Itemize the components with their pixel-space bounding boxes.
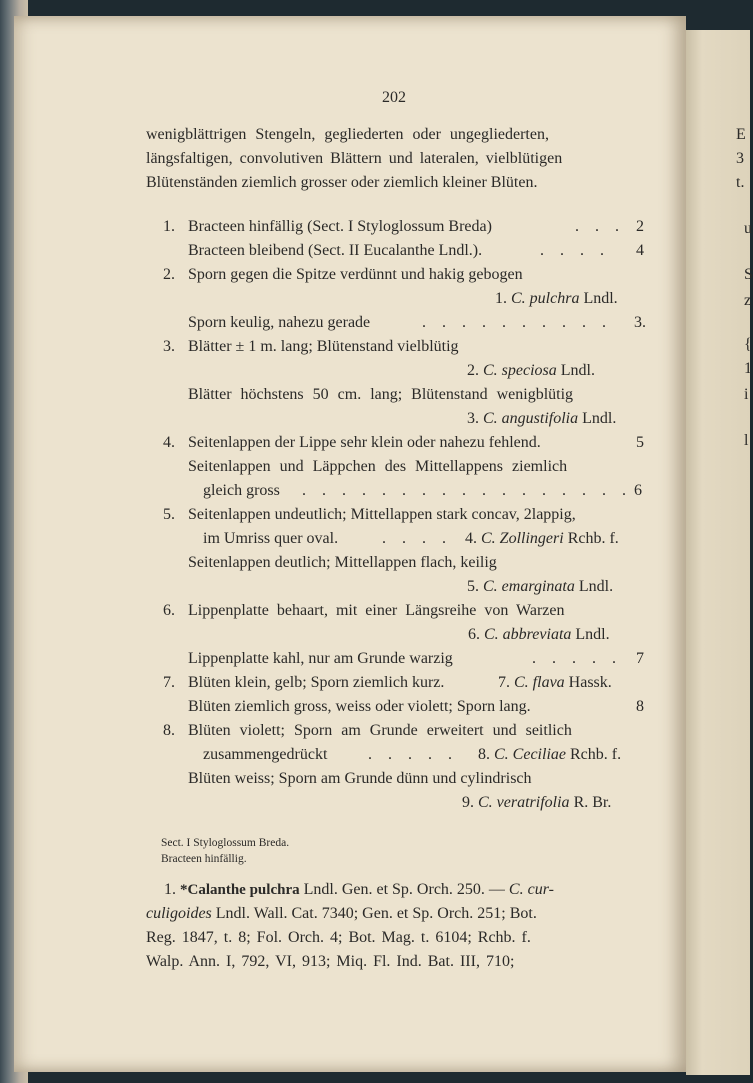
species-number: 1. bbox=[495, 290, 507, 307]
key-number: 6. bbox=[163, 602, 175, 619]
key-text: Sporn gegen die Spitze verdünnt und hakig gebogen bbox=[188, 266, 523, 283]
species-author: Lndl. bbox=[578, 578, 614, 595]
next-page-glyph: 3 bbox=[736, 150, 744, 167]
section-title: Sect. I Styloglossum Breda. bbox=[161, 837, 290, 849]
key-text: Blätter ± 1 m. lang; Blütenstand vielblütig bbox=[188, 338, 459, 355]
intro-line: wenigblättrigen Stengeln, gegliederten oder ungegliederten, bbox=[146, 126, 549, 143]
key-dots: . . . . bbox=[382, 530, 452, 547]
key-number: 1. bbox=[163, 218, 175, 235]
key-ref: 5 bbox=[636, 434, 644, 451]
species-author: Hassk. bbox=[568, 674, 612, 691]
species-name: C. flava bbox=[514, 674, 565, 691]
species-ref bbox=[478, 745, 621, 765]
key-text: Bracteen hinfällig (Sect. I Styloglossum Breda) bbox=[188, 218, 492, 235]
entry-number: 1. bbox=[164, 881, 176, 898]
species-author: Lndl. bbox=[575, 626, 610, 643]
entry-text: Lndl. Wall. Cat. 7340; Gen. et Sp. Orch. 251; Bot. bbox=[215, 905, 537, 922]
key-number: 2. bbox=[163, 266, 175, 283]
key-ref: 2 bbox=[636, 218, 644, 235]
species-ref bbox=[465, 529, 619, 549]
key-dots: . . . . . bbox=[532, 650, 622, 667]
entry-line: Reg. 1847, t. 8; Fol. Orch. 4; Bot. Mag. t. 6104; Rchb. f. bbox=[146, 929, 531, 946]
key-text: Seitenlappen und Läppchen des Mittellappens ziemlich bbox=[188, 458, 568, 475]
key-text: Lippenplatte kahl, nur am Grunde warzig bbox=[188, 650, 453, 667]
next-page-edge bbox=[686, 30, 753, 1075]
key-ref: 7 bbox=[636, 650, 644, 667]
species-name: C. emarginata bbox=[483, 578, 575, 595]
key-number: 5. bbox=[163, 506, 175, 523]
key-dots: . . . . . . . . . . . . . . . . . bbox=[302, 482, 632, 499]
key-dots: . . . . . . . . . . bbox=[422, 314, 612, 331]
species-ref bbox=[467, 409, 616, 429]
next-page-glyph: S bbox=[744, 266, 753, 283]
species-author: Rchb. f. bbox=[569, 746, 622, 763]
species-ref bbox=[498, 673, 612, 693]
species-author: Rchb. f. bbox=[567, 530, 619, 547]
key-ref: 8 bbox=[636, 698, 644, 715]
next-page-glyph: 1 bbox=[744, 360, 752, 377]
next-page-glyph: u bbox=[744, 220, 752, 237]
key-text: Blüten klein, gelb; Sporn ziemlich kurz. bbox=[188, 674, 445, 691]
key-text: Blüten ziemlich gross, weiss oder violett; Sporn lang. bbox=[188, 698, 531, 715]
species-name: C. abbreviata bbox=[484, 626, 572, 643]
entry-text: Lndl. Gen. et Sp. Orch. 250. — bbox=[303, 881, 505, 898]
entry-synonym: culigoides bbox=[146, 905, 212, 922]
entry-line: Walp. Ann. I, 792, VI, 913; Miq. Fl. Ind. Bat. III, 710; bbox=[146, 953, 515, 970]
species-ref bbox=[467, 577, 613, 597]
species-number: 4. bbox=[465, 530, 477, 547]
species-name: C. Zollingeri bbox=[481, 530, 564, 547]
section-subtitle: Bracteen hinfällig. bbox=[161, 853, 247, 865]
key-text: Bracteen bleibend (Sect. II Eucalanthe Lndl.). bbox=[188, 242, 483, 259]
next-page-glyph: l bbox=[744, 432, 749, 449]
species-number: 5. bbox=[467, 578, 479, 595]
species-name: C. speciosa bbox=[483, 362, 557, 379]
key-text: Blätter höchstens 50 cm. lang; Blütenstand wenigblütig bbox=[188, 386, 574, 403]
key-text: Seitenlappen deutlich; Mittellappen flach, keilig bbox=[188, 554, 497, 571]
species-name: C. angustifolia bbox=[483, 410, 579, 427]
species-author: R. Br. bbox=[573, 794, 612, 811]
species-number: 9. bbox=[462, 794, 474, 811]
entry-synonym: C. cur- bbox=[508, 881, 554, 898]
key-number: 3. bbox=[163, 338, 175, 355]
intro-line: Blütenständen ziemlich grosser oder ziemlich kleiner Blüten. bbox=[146, 174, 538, 191]
key-number: 8. bbox=[163, 722, 175, 739]
key-ref: 4 bbox=[636, 242, 644, 259]
next-page-glyph: E bbox=[736, 126, 746, 143]
next-page-glyph: i bbox=[744, 386, 749, 403]
species-author: Lndl. bbox=[583, 290, 618, 307]
species-ref bbox=[467, 361, 595, 381]
species-name: C. Ceciliae bbox=[494, 746, 566, 763]
intro-line: längsfaltigen, convolutiven Blättern und lateralen, vielblütigen bbox=[146, 150, 563, 167]
next-page-glyph: { bbox=[744, 336, 752, 353]
key-text: zusammengedrückt bbox=[203, 746, 328, 763]
key-text: Lippenplatte behaart, mit einer Längsreihe von Warzen bbox=[188, 602, 565, 619]
species-author: Lndl. bbox=[582, 410, 617, 427]
species-name: C. pulchra bbox=[511, 290, 580, 307]
species-author: Lndl. bbox=[560, 362, 595, 379]
species-name: C. veratrifolia bbox=[478, 794, 570, 811]
key-text: gleich gross bbox=[203, 482, 280, 499]
species-number: 3. bbox=[467, 410, 479, 427]
page-number: 202 bbox=[382, 89, 406, 106]
key-dots: . . . . bbox=[540, 242, 610, 259]
key-text: Blüten weiss; Sporn am Grunde dünn und cylindrisch bbox=[188, 770, 532, 787]
key-ref: 3. bbox=[634, 314, 646, 331]
species-ref bbox=[495, 289, 618, 309]
key-number: 4. bbox=[163, 434, 175, 451]
entry-line bbox=[146, 904, 537, 924]
key-text: Sporn keulig, nahezu gerade bbox=[188, 314, 371, 331]
key-dots: . . . . . bbox=[368, 746, 458, 763]
next-page-glyph: z bbox=[744, 292, 752, 309]
species-ref bbox=[462, 793, 611, 813]
key-text: im Umriss quer oval. bbox=[203, 530, 339, 547]
species-number: 2. bbox=[467, 362, 479, 379]
entry-line bbox=[164, 880, 554, 900]
key-text: Seitenlappen der Lippe sehr klein oder nahezu fehlend. bbox=[188, 434, 541, 451]
key-number: 7. bbox=[163, 674, 175, 691]
species-number: 8. bbox=[478, 746, 490, 763]
species-number: 6. bbox=[468, 626, 480, 643]
key-text: Blüten violett; Sporn am Grunde erweitert und seitlich bbox=[188, 722, 572, 739]
key-text: Seitenlappen undeutlich; Mittellappen stark concav, 2lappig, bbox=[188, 506, 576, 523]
entry-species: *Calanthe pulchra bbox=[180, 882, 300, 898]
species-ref bbox=[468, 625, 610, 645]
key-ref: 6 bbox=[634, 482, 642, 499]
next-page-glyph: t. bbox=[736, 174, 745, 191]
species-number: 7. bbox=[498, 674, 510, 691]
key-dots: . . . bbox=[575, 218, 625, 235]
